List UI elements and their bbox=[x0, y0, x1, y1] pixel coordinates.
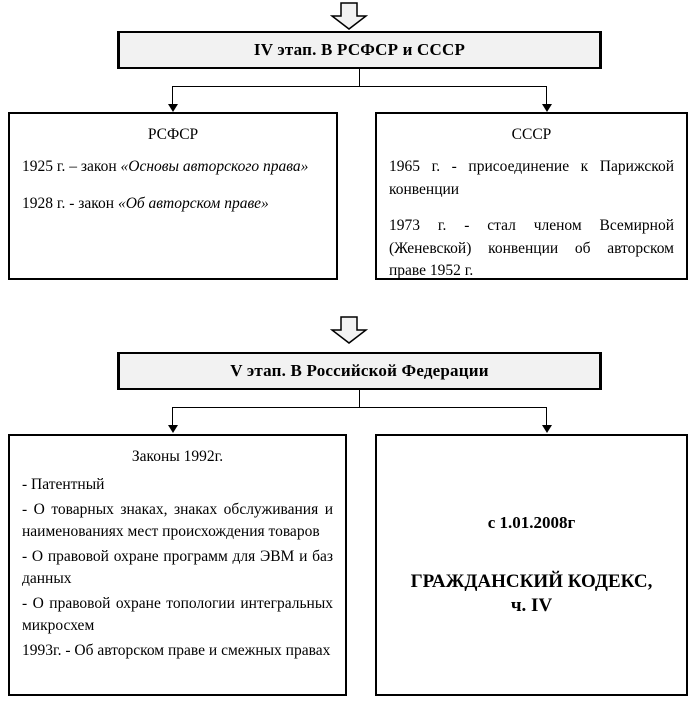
arrow-head-left-icon-2 bbox=[168, 425, 178, 433]
laws-1992-line-3: - О правовой охране программ для ЭВМ и баз данных bbox=[22, 547, 333, 588]
rsfsr-item-2 bbox=[22, 193, 324, 215]
block-arrow-down-icon bbox=[330, 2, 368, 30]
laws-1992-line-5: 1993г. - Об авторском праве и смежных правах bbox=[22, 641, 331, 659]
rsfsr-item-1-emph: «Основы авторского права» bbox=[120, 158, 309, 176]
rsfsr-item-2-text: 1928 г. - закон bbox=[22, 194, 118, 212]
connector-bar bbox=[172, 86, 546, 87]
rsfsr-box bbox=[8, 112, 338, 280]
civil-code-title bbox=[411, 570, 653, 619]
arrow-head-right-icon-2 bbox=[542, 425, 552, 433]
ussr-item-1: 1965 г. - присоединение к Парижской конвенции bbox=[389, 158, 674, 198]
ussr-item-2: 1973 г. - стал членом Всемирной (Женевской) конвенции об авторском праве 1952 г. bbox=[389, 217, 674, 280]
stage4-banner bbox=[117, 31, 602, 69]
stage4-banner-label: IV этап. В РСФСР и СССР bbox=[119, 33, 600, 67]
stage5-banner-label: V этап. В Российской Федерации bbox=[119, 354, 600, 388]
laws-1992-title: Законы 1992г. bbox=[131, 448, 224, 465]
arrow-head-right-icon bbox=[542, 104, 552, 112]
connector2-bar bbox=[172, 407, 546, 408]
rsfsr-title: РСФСР bbox=[147, 126, 199, 143]
civil-code-date: с 1.01.2008г bbox=[487, 512, 576, 532]
connector-right-drop bbox=[546, 86, 547, 105]
rsfsr-item-1-text: 1925 г. – закон bbox=[22, 158, 121, 176]
connector-left-drop bbox=[172, 86, 173, 105]
arrow-head-left-icon bbox=[168, 104, 178, 112]
connector2-left-drop bbox=[172, 407, 173, 426]
laws-1992-box bbox=[8, 434, 347, 696]
connector2-right-drop bbox=[546, 407, 547, 426]
rsfsr-item-2-emph: «Об авторском праве» bbox=[117, 194, 269, 212]
ussr-title: СССР bbox=[511, 126, 552, 143]
civil-code-box bbox=[375, 434, 688, 696]
connector-stem bbox=[359, 69, 360, 86]
ussr-box bbox=[375, 112, 688, 280]
civil-code-title-line1: ГРАЖДАНСКИЙ КОДЕКС, bbox=[410, 570, 653, 592]
laws-1992-line-1: - Патентный bbox=[22, 476, 105, 494]
connector2-stem bbox=[359, 390, 360, 407]
civil-code-title-line2: ч. IV bbox=[510, 595, 553, 617]
laws-1992-line-2: - О товарных знаках, знаках обслуживания и наименованиях мест происхождения товаров bbox=[22, 500, 333, 541]
rsfsr-item-1 bbox=[22, 156, 324, 178]
stage5-banner bbox=[117, 352, 602, 390]
block-arrow-down-icon-2 bbox=[330, 316, 368, 344]
laws-1992-line-4: - О правовой охране топологии интегральных микросхем bbox=[22, 594, 333, 635]
